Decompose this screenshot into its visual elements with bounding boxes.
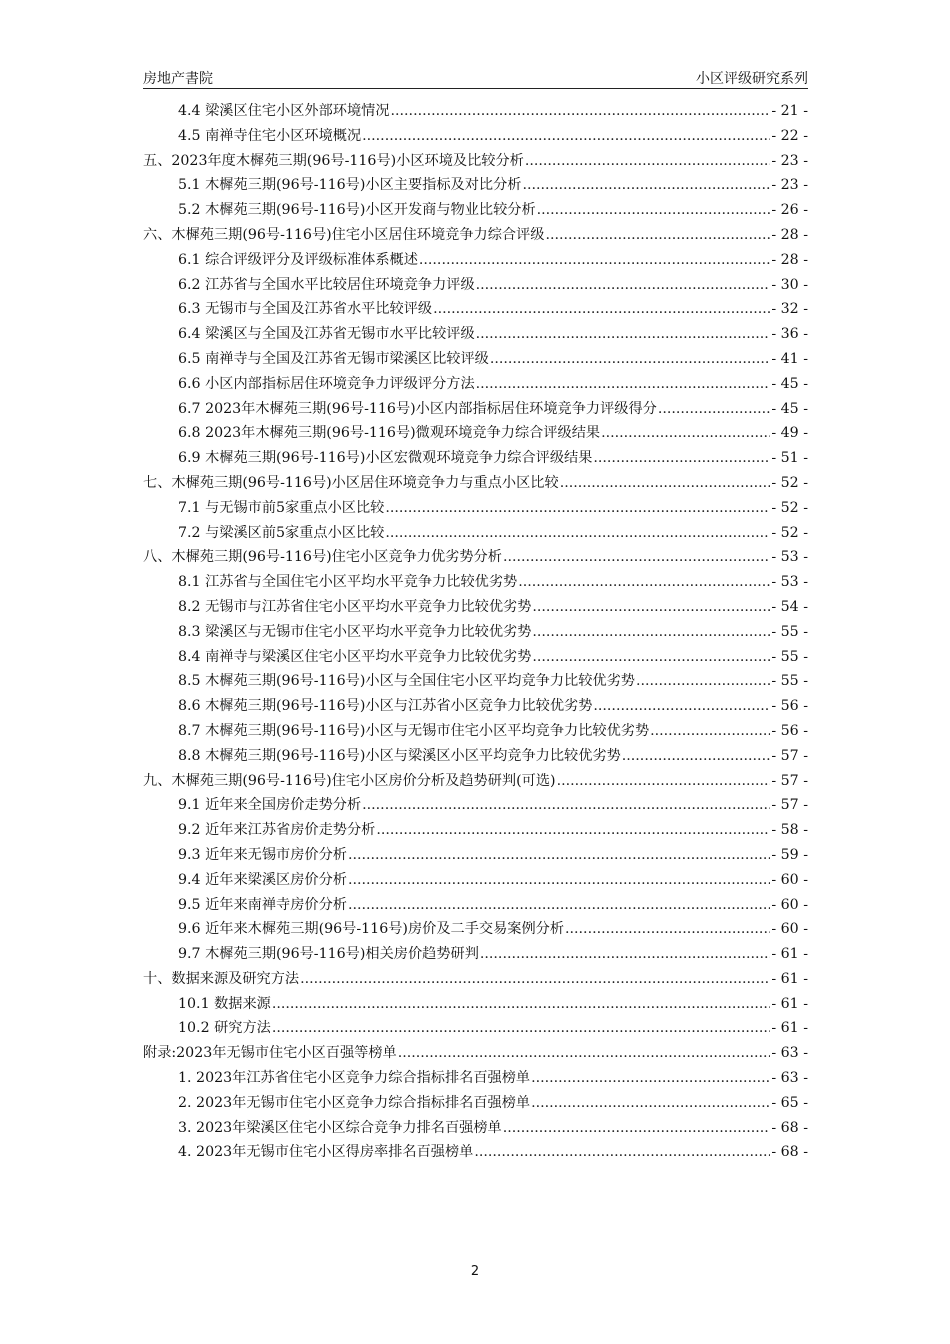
- page-number: 2: [470, 1264, 480, 1279]
- toc-dot-leader: [593, 694, 770, 719]
- toc-entry-title: 5.1 木樨苑三期(96号-116号)小区主要指标及对比分析: [178, 177, 522, 194]
- toc-entry[interactable]: [143, 942, 808, 967]
- toc-entry-page: - 59 -: [771, 846, 808, 863]
- toc-entry-title: 6.8 2023年木樨苑三期(96号-116号)微观环境竞争力综合评级结果: [178, 425, 601, 442]
- toc-entry-page: - 63 -: [771, 1070, 808, 1087]
- toc-entry-title: 3. 2023年梁溪区住宅小区综合竞争力排名百强榜单: [178, 1119, 502, 1136]
- toc-entry-page: - 68 -: [771, 1119, 808, 1136]
- toc-entry[interactable]: [143, 1016, 808, 1041]
- toc-entry-page: - 60 -: [771, 896, 808, 913]
- toc-dot-leader: [476, 273, 771, 298]
- toc-entry-title: 6.2 江苏省与全国水平比较居住环境竞争力评级: [178, 276, 475, 293]
- toc-entry-title: 附录:2023年无锡市住宅小区百强等榜单: [143, 1045, 397, 1062]
- toc-entry-title: 7.1 与无锡市前5家重点小区比较: [178, 499, 385, 516]
- toc-entry-page: - 51 -: [771, 450, 808, 467]
- toc-entry[interactable]: [143, 273, 808, 298]
- toc-entry[interactable]: [143, 744, 808, 769]
- toc-entry-page: - 32 -: [771, 301, 808, 318]
- toc-entry[interactable]: [143, 967, 808, 992]
- toc-entry-page: - 21 -: [771, 103, 808, 119]
- toc-entry[interactable]: [143, 223, 808, 248]
- toc-dot-leader: [272, 992, 770, 1017]
- toc-dot-leader: [601, 421, 770, 446]
- toc-entry-title: 8.2 无锡市与江苏省住宅小区平均水平竞争力比较优劣势: [178, 598, 532, 615]
- toc-entry-page: - 60 -: [771, 871, 808, 888]
- toc-entry-title: 九、木樨苑三期(96号-116号)住宅小区房价分析及趋势研判(可选): [143, 772, 556, 789]
- toc-entry[interactable]: [143, 446, 808, 471]
- toc-entry-page: - 61 -: [771, 970, 808, 987]
- toc-entry-page: - 28 -: [771, 226, 808, 243]
- toc-entry-page: - 52 -: [771, 474, 808, 491]
- toc-dot-leader: [532, 595, 770, 620]
- toc-dot-leader: [476, 322, 771, 347]
- toc-entry-page: - 58 -: [771, 822, 808, 839]
- toc-entry-page: - 55 -: [771, 623, 808, 640]
- toc-dot-leader: [490, 347, 771, 372]
- toc-dot-leader: [362, 124, 770, 149]
- toc-entry-page: - 30 -: [771, 276, 808, 293]
- toc-entry-page: - 56 -: [771, 722, 808, 739]
- toc-entry-title: 4.5 南禅寺住宅小区环境概况: [178, 127, 362, 144]
- toc-dot-leader: [525, 149, 770, 174]
- toc-entry-page: - 53 -: [771, 574, 808, 591]
- toc-entry[interactable]: [143, 769, 808, 794]
- toc-entry-title: 9.2 近年来江苏省房价走势分析: [178, 822, 376, 839]
- toc-entry[interactable]: [143, 595, 808, 620]
- toc-dot-leader: [636, 669, 770, 694]
- toc-entry-page: - 57 -: [771, 772, 808, 789]
- toc-dot-leader: [522, 173, 770, 198]
- toc-entry[interactable]: [143, 917, 808, 942]
- toc-entry-page: - 52 -: [771, 499, 808, 516]
- toc-entry[interactable]: [143, 1066, 808, 1091]
- toc-entry-page: - 53 -: [771, 549, 808, 566]
- toc-dot-leader: [391, 99, 771, 124]
- toc-entry[interactable]: [143, 149, 808, 174]
- toc-entry-title: 10.1 数据来源: [178, 995, 271, 1012]
- toc-entry-page: - 65 -: [771, 1094, 808, 1111]
- toc-entry-page: - 36 -: [771, 326, 808, 343]
- toc-dot-leader: [658, 397, 770, 422]
- toc-entry-title: 9.1 近年来全国房价走势分析: [178, 797, 362, 814]
- toc-dot-leader: [398, 1041, 771, 1066]
- toc-entry[interactable]: [143, 719, 808, 744]
- toc-entry-page: - 45 -: [771, 375, 808, 392]
- toc-entry-page: - 61 -: [771, 995, 808, 1012]
- toc-entry[interactable]: [143, 694, 808, 719]
- toc-entry[interactable]: [143, 1041, 808, 1066]
- toc-entry-page: - 54 -: [771, 598, 808, 615]
- toc-entry[interactable]: [143, 570, 808, 595]
- toc-entry-title: 5.2 木樨苑三期(96号-116号)小区开发商与物业比较分析: [178, 202, 536, 219]
- toc-dot-leader: [348, 868, 770, 893]
- toc-dot-leader: [476, 372, 771, 397]
- toc-entry-title: 6.1 综合评级评分及评级标准体系概述: [178, 251, 418, 268]
- toc-entry[interactable]: [143, 99, 808, 124]
- toc-entry[interactable]: [143, 793, 808, 818]
- toc-entry-title: 7.2 与梁溪区前5家重点小区比较: [178, 524, 385, 541]
- toc-entry-title: 8.5 木樨苑三期(96号-116号)小区与全国住宅小区平均竞争力比较优劣势: [178, 673, 635, 690]
- toc-entry-title: 9.7 木樨苑三期(96号-116号)相关房价趋势研判: [178, 946, 479, 963]
- toc-entry[interactable]: [143, 397, 808, 422]
- toc-entry[interactable]: [143, 818, 808, 843]
- table-of-contents: [143, 99, 808, 1165]
- toc-entry-title: 9.4 近年来梁溪区房价分析: [178, 871, 347, 888]
- toc-entry[interactable]: [143, 471, 808, 496]
- toc-entry-title: 8.1 江苏省与全国住宅小区平均水平竞争力比较优劣势: [178, 574, 518, 591]
- toc-dot-leader: [537, 198, 771, 223]
- toc-dot-leader: [385, 521, 770, 546]
- toc-entry-page: - 68 -: [771, 1144, 808, 1161]
- toc-entry[interactable]: [143, 1140, 808, 1165]
- toc-entry[interactable]: [143, 124, 808, 149]
- toc-entry-title: 4.4 梁溪区住宅小区外部环境情况: [178, 103, 390, 119]
- toc-entry[interactable]: [143, 198, 808, 223]
- toc-entry-page: - 57 -: [771, 797, 808, 814]
- toc-entry[interactable]: [143, 893, 808, 918]
- toc-dot-leader: [272, 1016, 770, 1041]
- toc-entry[interactable]: [143, 372, 808, 397]
- toc-entry-title: 十、数据来源及研究方法: [143, 970, 300, 987]
- page-header: [143, 66, 808, 89]
- toc-entry-page: - 26 -: [771, 202, 808, 219]
- toc-entry[interactable]: [143, 173, 808, 198]
- toc-entry-page: - 61 -: [771, 1020, 808, 1037]
- toc-entry[interactable]: [143, 421, 808, 446]
- toc-entry-title: 1. 2023年江苏省住宅小区竞争力综合指标排名百强榜单: [178, 1070, 531, 1087]
- toc-entry-page: - 55 -: [771, 673, 808, 690]
- toc-entry[interactable]: [143, 347, 808, 372]
- toc-dot-leader: [557, 769, 771, 794]
- header-publisher: 房地产書院: [143, 71, 213, 87]
- toc-dot-leader: [348, 843, 770, 868]
- toc-dot-leader: [622, 744, 771, 769]
- toc-entry-title: 9.6 近年来木樨苑三期(96号-116号)房价及二手交易案例分析: [178, 921, 565, 938]
- toc-dot-leader: [531, 1066, 770, 1091]
- toc-dot-leader: [565, 917, 770, 942]
- toc-dot-leader: [503, 545, 770, 570]
- toc-entry-page: - 56 -: [771, 698, 808, 715]
- toc-entry-title: 6.4 梁溪区与全国及江苏省无锡市水平比较评级: [178, 326, 475, 343]
- toc-entry-page: - 45 -: [771, 400, 808, 417]
- toc-dot-leader: [532, 645, 770, 670]
- toc-entry-page: - 28 -: [771, 251, 808, 268]
- toc-entry[interactable]: [143, 868, 808, 893]
- header-series: 小区评级研究系列: [696, 71, 808, 87]
- toc-dot-leader: [419, 248, 770, 273]
- toc-dot-leader: [362, 793, 770, 818]
- toc-entry[interactable]: [143, 545, 808, 570]
- toc-entry-title: 八、木樨苑三期(96号-116号)住宅小区竞争力优劣势分析: [143, 549, 502, 566]
- toc-entry-page: - 55 -: [771, 648, 808, 665]
- toc-entry-title: 9.5 近年来南禅寺房价分析: [178, 896, 347, 913]
- toc-entry-page: - 60 -: [771, 921, 808, 938]
- toc-entry-title: 2. 2023年无锡市住宅小区竞争力综合指标排名百强榜单: [178, 1094, 531, 1111]
- toc-entry-title: 8.4 南禅寺与梁溪区住宅小区平均水平竞争力比较优劣势: [178, 648, 532, 665]
- toc-entry-page: - 52 -: [771, 524, 808, 541]
- toc-entry-page: - 57 -: [771, 747, 808, 764]
- toc-entry-page: - 41 -: [771, 350, 808, 367]
- toc-entry-page: - 23 -: [771, 177, 808, 194]
- toc-entry-page: - 61 -: [771, 946, 808, 963]
- toc-entry-title: 8.6 木樨苑三期(96号-116号)小区与江苏省小区竞争力比较优劣势: [178, 698, 593, 715]
- toc-dot-leader: [560, 471, 771, 496]
- toc-entry[interactable]: [143, 248, 808, 273]
- toc-dot-leader: [518, 570, 770, 595]
- toc-entry-page: - 63 -: [771, 1045, 808, 1062]
- toc-dot-leader: [531, 1091, 770, 1116]
- toc-entry[interactable]: [143, 1091, 808, 1116]
- toc-entry-title: 6.3 无锡市与全国及江苏省水平比较评级: [178, 301, 433, 318]
- toc-entry-page: - 49 -: [771, 425, 808, 442]
- toc-entry[interactable]: [143, 843, 808, 868]
- toc-entry-title: 8.7 木樨苑三期(96号-116号)小区与无锡市住宅小区平均竞争力比较优劣势: [178, 722, 650, 739]
- toc-entry[interactable]: [143, 669, 808, 694]
- toc-dot-leader: [433, 297, 770, 322]
- toc-entry-title: 6.5 南禅寺与全国及江苏省无锡市梁溪区比较评级: [178, 350, 489, 367]
- toc-entry[interactable]: [143, 645, 808, 670]
- toc-entry-title: 10.2 研究方法: [178, 1020, 271, 1037]
- toc-dot-leader: [546, 223, 771, 248]
- toc-entry-title: 9.3 近年来无锡市房价分析: [178, 846, 347, 863]
- toc-entry[interactable]: [143, 620, 808, 645]
- toc-entry-title: 六、木樨苑三期(96号-116号)住宅小区居住环境竞争力综合评级: [143, 226, 545, 243]
- toc-dot-leader: [650, 719, 770, 744]
- toc-entry-title: 8.8 木樨苑三期(96号-116号)小区与梁溪区小区平均竞争力比较优劣势: [178, 747, 621, 764]
- toc-dot-leader: [532, 620, 770, 645]
- toc-entry[interactable]: [143, 992, 808, 1017]
- toc-entry[interactable]: [143, 297, 808, 322]
- toc-entry[interactable]: [143, 1116, 808, 1141]
- toc-entry[interactable]: [143, 496, 808, 521]
- toc-entry-page: - 22 -: [771, 127, 808, 144]
- toc-dot-leader: [348, 893, 770, 918]
- toc-dot-leader: [385, 496, 770, 521]
- toc-entry-page: - 23 -: [771, 152, 808, 169]
- toc-dot-leader: [376, 818, 770, 843]
- toc-entry-title: 6.6 小区内部指标居住环境竞争力评级评分方法: [178, 375, 475, 392]
- toc-entry-title: 五、2023年度木樨苑三期(96号-116号)小区环境及比较分析: [143, 152, 524, 169]
- toc-dot-leader: [474, 1140, 770, 1165]
- toc-entry-title: 6.9 木樨苑三期(96号-116号)小区宏微观环境竞争力综合评级结果: [178, 450, 593, 467]
- toc-entry-title: 8.3 梁溪区与无锡市住宅小区平均水平竞争力比较优劣势: [178, 623, 532, 640]
- toc-entry-title: 4. 2023年无锡市住宅小区得房率排名百强榜单: [178, 1144, 474, 1161]
- toc-entry[interactable]: [143, 322, 808, 347]
- toc-dot-leader: [593, 446, 770, 471]
- toc-dot-leader: [300, 967, 770, 992]
- toc-entry-title: 七、木樨苑三期(96号-116号)小区居住环境竞争力与重点小区比较: [143, 474, 559, 491]
- toc-entry[interactable]: [143, 521, 808, 546]
- toc-entry-title: 6.7 2023年木樨苑三期(96号-116号)小区内部指标居住环境竞争力评级得分: [178, 400, 657, 417]
- toc-dot-leader: [503, 1116, 771, 1141]
- toc-dot-leader: [480, 942, 770, 967]
